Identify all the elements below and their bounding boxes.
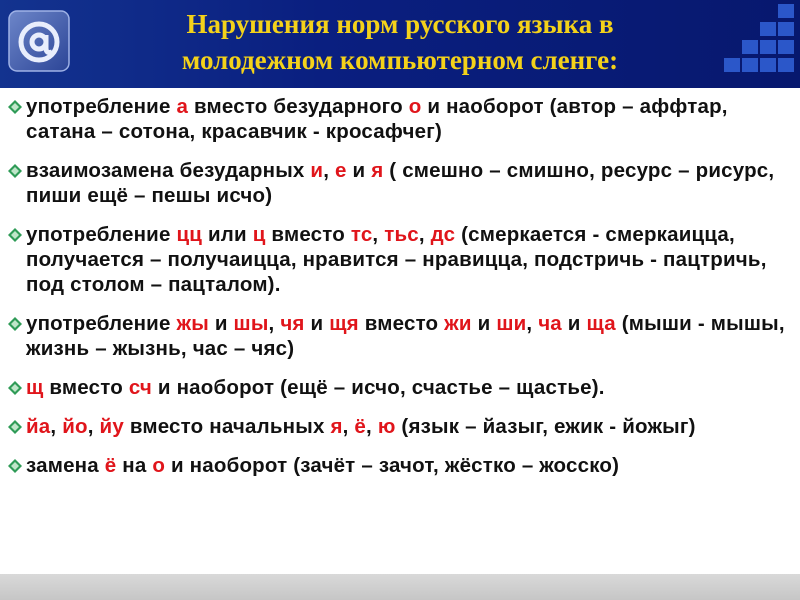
slide-title	[90, 6, 710, 78]
title-line-2: молодежном компьютерном сленге:	[181, 45, 619, 75]
item-text: ,	[372, 223, 385, 246]
item-text: ,	[366, 415, 378, 438]
item-text: и наоборот (ещё – исчо, счастье – щастье).	[152, 376, 605, 399]
item-text: вместо	[358, 312, 445, 335]
item-text: на	[116, 454, 153, 477]
highlighted-letters: ча	[538, 312, 562, 335]
highlighted-letters: йу	[99, 415, 124, 438]
item-text: употребление	[26, 95, 177, 118]
item-text: ,	[526, 312, 539, 335]
bullet-item	[8, 94, 794, 144]
highlighted-letters: ща	[586, 312, 616, 335]
item-text: ( смешно – смишно, ресурс – рисурс, пиши ещё – пешы исчо)	[26, 159, 775, 207]
item-text: и	[304, 312, 330, 335]
bullet-list	[8, 94, 794, 492]
highlighted-letters: тьс	[384, 223, 419, 246]
title-line-1: Нарушения норм русского языка в	[186, 9, 614, 39]
diamond-bullet-icon	[8, 317, 22, 331]
at-sign-logo-icon	[6, 8, 72, 74]
item-text: ,	[87, 415, 100, 438]
item-text: ,	[323, 159, 336, 182]
bullet-item	[8, 375, 794, 400]
highlighted-letters: ё	[104, 454, 117, 477]
bullet-item	[8, 453, 794, 478]
item-text: (смеркается - смеркаицца, получается – получаицца, нравится – нравицца, подстричь - пацтричь, под столом – пацталом).	[26, 223, 767, 296]
highlighted-letters: ю	[377, 415, 396, 438]
highlighted-letters: я	[330, 415, 343, 438]
item-text: и наоборот (автор – аффтар, сатана – сотона, красавчик - кросафчег)	[26, 95, 728, 143]
item-text: вместо безударного	[188, 95, 409, 118]
highlighted-letters: цц	[176, 223, 203, 246]
diamond-bullet-icon	[8, 420, 22, 434]
highlighted-letters: о	[152, 454, 166, 477]
item-text: замена	[26, 454, 105, 477]
slide-header	[0, 0, 800, 88]
highlighted-letters: о	[408, 95, 422, 118]
item-text: и наоборот (зачёт – зачот, жёстко – жосско)	[165, 454, 620, 477]
highlighted-letters: сч	[128, 376, 152, 399]
item-text: употребление	[26, 223, 177, 246]
item-text: вместо начальных	[123, 415, 331, 438]
highlighted-letters: ши	[496, 312, 527, 335]
highlighted-letters: щя	[329, 312, 359, 335]
highlighted-letters: жы	[176, 312, 209, 335]
highlighted-letters: шы	[233, 312, 269, 335]
item-text: употребление	[26, 312, 177, 335]
item-text: ,	[418, 223, 431, 246]
highlighted-letters: ё	[354, 415, 367, 438]
diamond-bullet-icon	[8, 228, 22, 242]
highlighted-letters: я	[371, 159, 384, 182]
item-text: и	[208, 312, 234, 335]
item-text: ,	[342, 415, 355, 438]
highlighted-letters: тс	[350, 223, 373, 246]
bullet-item	[8, 158, 794, 208]
item-text: и	[561, 312, 587, 335]
diamond-bullet-icon	[8, 164, 22, 178]
highlighted-letters: чя	[280, 312, 305, 335]
highlighted-letters: щ	[26, 376, 44, 399]
slide-footer-bar	[0, 574, 800, 600]
highlighted-letters: ц	[252, 223, 266, 246]
highlighted-letters: и	[310, 159, 324, 182]
item-text: (язык – йазыг, ежик - йожыг)	[395, 415, 696, 438]
item-text: взаимозамена безударных	[26, 159, 311, 182]
highlighted-letters: жи	[444, 312, 472, 335]
item-text: ,	[50, 415, 63, 438]
item-text: и	[346, 159, 372, 182]
item-text: (мыши - мышы, жизнь – жызнь, час – чяс)	[26, 312, 785, 360]
highlighted-letters: дс	[430, 223, 456, 246]
highlighted-letters: йа	[26, 415, 51, 438]
item-text: ,	[268, 312, 281, 335]
diamond-bullet-icon	[8, 381, 22, 395]
item-text: вместо	[43, 376, 129, 399]
highlighted-letters: йо	[62, 415, 88, 438]
bullet-item	[8, 414, 794, 439]
highlighted-letters: а	[176, 95, 189, 118]
diamond-bullet-icon	[8, 459, 22, 473]
item-text: или	[202, 223, 253, 246]
highlighted-letters: е	[335, 159, 347, 182]
item-text: вместо	[265, 223, 351, 246]
diamond-bullet-icon	[8, 100, 22, 114]
bullet-item	[8, 311, 794, 361]
bullet-item	[8, 222, 794, 297]
item-text: и	[471, 312, 497, 335]
